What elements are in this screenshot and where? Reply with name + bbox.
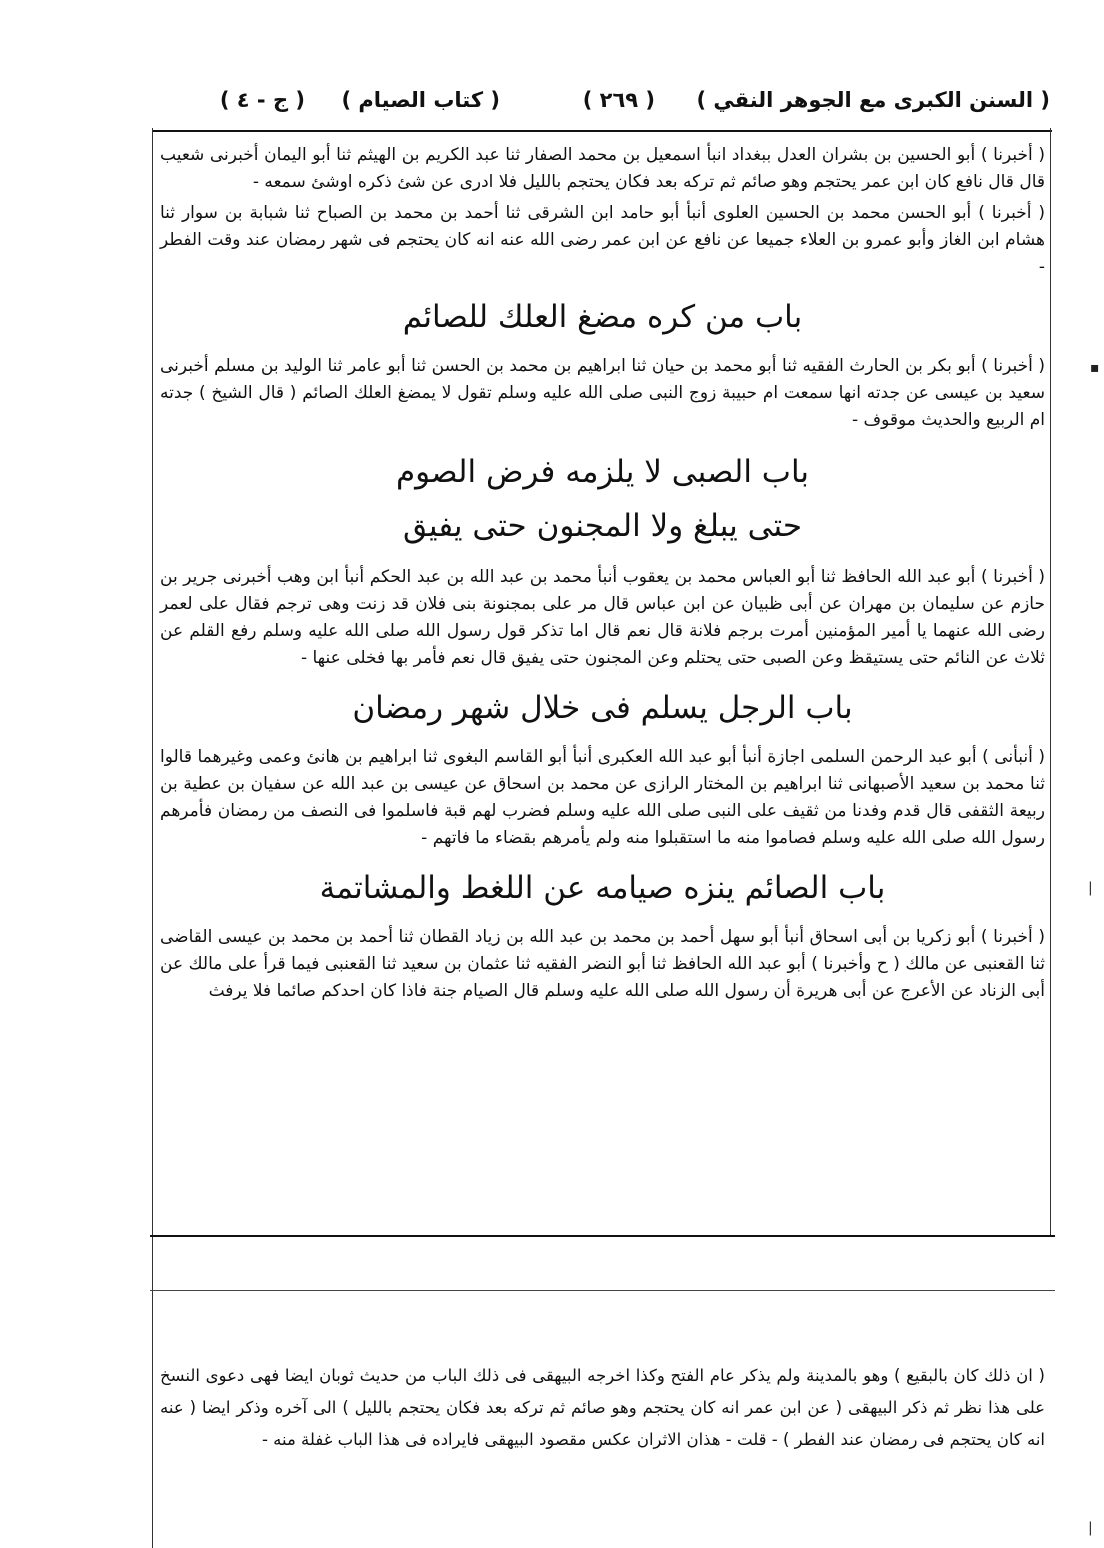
chapter-heading-convert: باب الرجل يسلم فى خلال شهر رمضان [352, 690, 853, 726]
hadith-paragraph-6: ( أخبرنا ) أبو زكريا بن أبى اسحاق أنبأ أبو سهل أحمد بن محمد بن عبد الله بن زياد القطان ثنا أحمد بن محمد بن عيسى القاضى ثنا القعنبى عن مالك ( ح وأخبرنا ) أبو عبد الله الحافظ ثنا أبو النضر الفقيه ثنا عثمان بن سعيد ثنا القعنبى فيما قرأ على مالك عن أبى الزناد عن الأعرج عن أبى هريرة أن رسول الله صلى الله عليه وسلم قال الصيام جنة فاذا كان احدكم صائما فلا يرفث [160, 927, 1045, 1001]
main-text-bottom-rule [150, 1235, 1055, 1237]
header-page-number: ( ٢٦٩ ) [582, 88, 655, 112]
hadith-paragraph-5: ( أنبأنى ) أبو عبد الرحمن السلمى اجازة أنبأ أبو عبد الله العكبرى أنبأ أبو القاسم البغوى ثنا ابراهيم بن هانئ وعمى وغيرهما قالوا ثنا محمد بن سعيد الأصبهانى ثنا ابراهيم بن المختار الرازى عن محمد بن اسحاق عن عيسى بن عبد الله عن سفيان بن عطية بن ربيعة الثقفى قال قدم وفدنا من ثقيف على النبى صلى الله عليه وسلم فضرب لهم قبة فاسلموا فى النصف من رمضان فأمرهم رسول الله صلى الله عليه وسلم فصاموا منه ما استقبلوا منه ولم يأمرهم بقضاء ما فاتهم - [160, 747, 1045, 848]
header-chapter: ( كتاب الصيام ) [341, 88, 500, 112]
chapter-heading-child-line-2: حتى يبلغ ولا المجنون حتى يفيق [402, 508, 803, 544]
footnote-section [160, 1360, 1045, 1460]
main-text [160, 142, 1045, 1009]
footnote-separator-rule [150, 1290, 1055, 1291]
running-header [165, 88, 1050, 128]
margin-dot: ▪ [1090, 360, 1100, 376]
hadith-paragraph-3: ( أخبرنا ) أبو بكر بن الحارث الفقيه ثنا أبو محمد بن حيان ثنا ابراهيم بن محمد بن الحسن ثنا أبو عامر ثنا الوليد بن مسلم أخبرنى سعيد بن عيسى عن جدته انها سمعت ام حبيبة زوج النبى صلى الله عليه وسلم تقول لا يمضغ العلك الصائم ( قال الشيخ ) جدته ام الربيع والحديث موقوف - [160, 356, 1045, 430]
header-volume: ( ج - ٤ ) [219, 88, 305, 112]
hadith-paragraph-1: ( أخبرنا ) أبو الحسين بن بشران العدل ببغداد انبأ اسمعيل بن محمد الصفار ثنا عبد الكريم بن الهيثم ثنا أبو اليمان أخبرنى شعيب قال قال نافع كان ابن عمر يحتجم وهو صائم ثم تركه بعد فكان يحتجم بالليل فلا ادرى عن شئ ذكره اوشئ سمعه - [160, 145, 1045, 192]
header-rule [152, 130, 1052, 132]
chapter-heading-chewing-gum: باب من كره مضغ العلك للصائم [402, 299, 803, 335]
header-book-title: ( السنن الكبرى مع الجوهر النقي ) [696, 88, 1050, 112]
hadith-paragraph-4: ( أخبرنا ) أبو عبد الله الحافظ ثنا أبو العباس محمد بن يعقوب أنبأ محمد بن عبد الله بن عبد الحكم أنبأ ابن وهب أخبرنى جرير بن حازم عن سليمان بن مهران عن أبى ظبيان عن ابن عباس قال مر على بمجنونة بنى فلان قد زنت وهى ترجم فقال على لعمر رضى الله عنهما يا أمير المؤمنين أمرت برجم فلانة قال نعم قال اما تذكر قول رسول الله صلى الله عليه وسلم رفع القلم عن ثلاث عن النائم حتى يستيقظ وعن الصبى حتى يحتلم وعن المجنون حتى يفيق قال نعم فأمر بها فخلى عنها - [160, 567, 1045, 668]
left-margin-line [152, 128, 153, 1548]
chapter-heading-child-line-1: باب الصبى لا يلزمه فرض الصوم [395, 454, 810, 490]
footnote-paragraph: ( ان ذلك كان بالبقيع ) وهو بالمدينة ولم يذكر عام الفتح وكذا اخرجه البيهقى فى ذلك الباب من حديث ثوبان ايضا فهى دعوى النسخ على هذا نظر ثم ذكر البيهقى ( عن ابن عمر انه كان يحتجم وهو صائم ثم تركه بعد فكان يحتجم بالليل ) الى آخره وذكر ايضا ( عنه انه كان يحتجم فى رمضان عند الفطر ) - قلت - هذان الاثران عكس مقصود البيهقى فايراده فى هذا الباب غفلة منه - [160, 1366, 1045, 1449]
chapter-heading-speech: باب الصائم ينزه صيامه عن اللغط والمشاتمة [319, 870, 886, 906]
right-margin-line [1050, 128, 1051, 1236]
hadith-paragraph-2: ( أخبرنا ) أبو الحسن محمد بن الحسين العلوى أنبأ أبو حامد ابن الشرقى ثنا أحمد بن محمد بن الصباح ثنا شبابة بن سوار ثنا هشام ابن الغاز وأبو عمرو بن العلاء جميعا عن نافع عن ابن عمر رضى الله عنه انه كان يحتجم فى شهر رمضان عند وقت الفطر - [160, 203, 1045, 277]
margin-tick: | [1088, 1520, 1093, 1536]
margin-tick: | [1088, 880, 1093, 896]
